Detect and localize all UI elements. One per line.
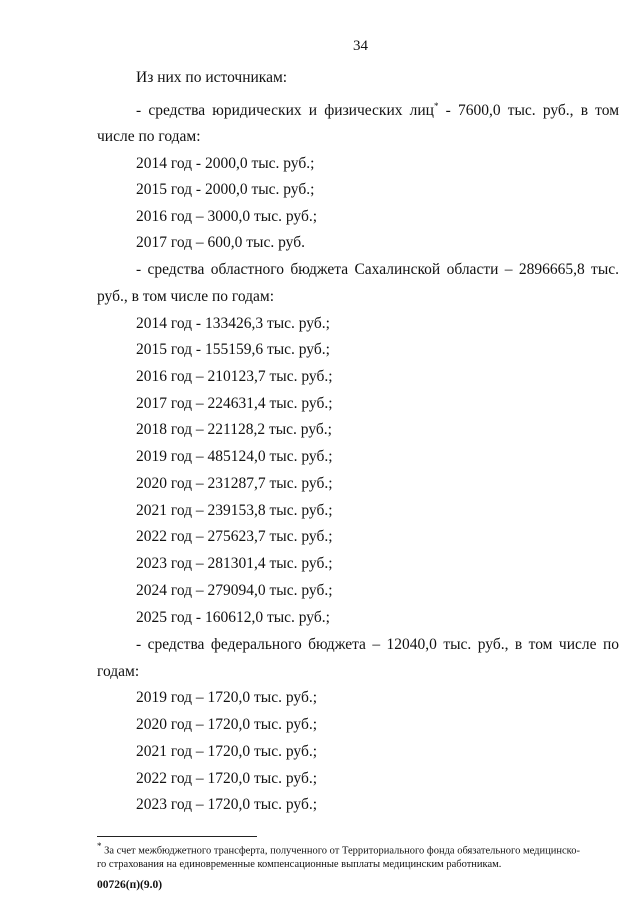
regional-year-2024: 2024 год – 279094,0 тыс. руб.; (136, 582, 333, 599)
footnote-line1: * За счет межбюджетного трансферта, полученного от Территориального фонда обязательного медицинско- (97, 841, 580, 857)
federal-year-2021: 2021 год – 1720,0 тыс. руб.; (136, 743, 318, 760)
document-code: 00726(п)(9.0) (97, 879, 163, 891)
legal-heading-line2: числе по годам: (97, 128, 201, 145)
legal-year-2017: 2017 год – 600,0 тыс. руб. (136, 234, 305, 251)
federal-year-2023: 2023 год – 1720,0 тыс. руб.; (136, 796, 318, 813)
regional-year-2021: 2021 год – 239153,8 тыс. руб.; (136, 502, 333, 519)
regional-year-2014: 2014 год - 133426,3 тыс. руб.; (136, 315, 330, 332)
regional-year-2017: 2017 год – 224631,4 тыс. руб.; (136, 395, 333, 412)
regional-year-2019: 2019 год – 485124,0 тыс. руб.; (136, 448, 333, 465)
footnote-mark: * (433, 100, 439, 111)
regional-year-2018: 2018 год – 221128,2 тыс. руб.; (136, 421, 332, 438)
federal-heading-line1: - средства федерального бюджета – 12040,0 тыс. руб., в том числе по (136, 636, 619, 653)
footnote-line2: го страхования на единовременные компенсационные выплаты медицинским работникам. (97, 859, 502, 870)
footnote-divider (97, 836, 257, 837)
legal-year-2016: 2016 год – 3000,0 тыс. руб.; (136, 208, 318, 225)
regional-year-2020: 2020 год – 231287,7 тыс. руб.; (136, 475, 333, 492)
intro-line: Из них по источникам: (136, 69, 288, 86)
regional-year-2022: 2022 год – 275623,7 тыс. руб.; (136, 528, 333, 545)
regional-heading-line1: - средства областного бюджета Сахалинской области – 2896665,8 тыс. (136, 261, 619, 278)
legal-year-2014: 2014 год - 2000,0 тыс. руб.; (136, 155, 315, 172)
regional-year-2025: 2025 год - 160612,0 тыс. руб.; (136, 609, 330, 626)
legal-year-2015: 2015 год - 2000,0 тыс. руб.; (136, 181, 315, 198)
federal-heading-line2: годам: (97, 663, 140, 680)
regional-year-2015: 2015 год - 155159,6 тыс. руб.; (136, 341, 330, 358)
federal-year-2020: 2020 год – 1720,0 тыс. руб.; (136, 716, 318, 733)
regional-year-2016: 2016 год – 210123,7 тыс. руб.; (136, 368, 333, 385)
regional-heading-line2: руб., в том числе по годам: (97, 288, 275, 305)
regional-year-2023: 2023 год – 281301,4 тыс. руб.; (136, 555, 333, 572)
legal-heading-line1: - средства юридических и физических лиц* - 7600,0 тыс. руб., в том (136, 100, 620, 119)
page-number: 34 (353, 38, 368, 54)
federal-year-2019: 2019 год – 1720,0 тыс. руб.; (136, 689, 318, 706)
federal-year-2022: 2022 год – 1720,0 тыс. руб.; (136, 770, 318, 787)
